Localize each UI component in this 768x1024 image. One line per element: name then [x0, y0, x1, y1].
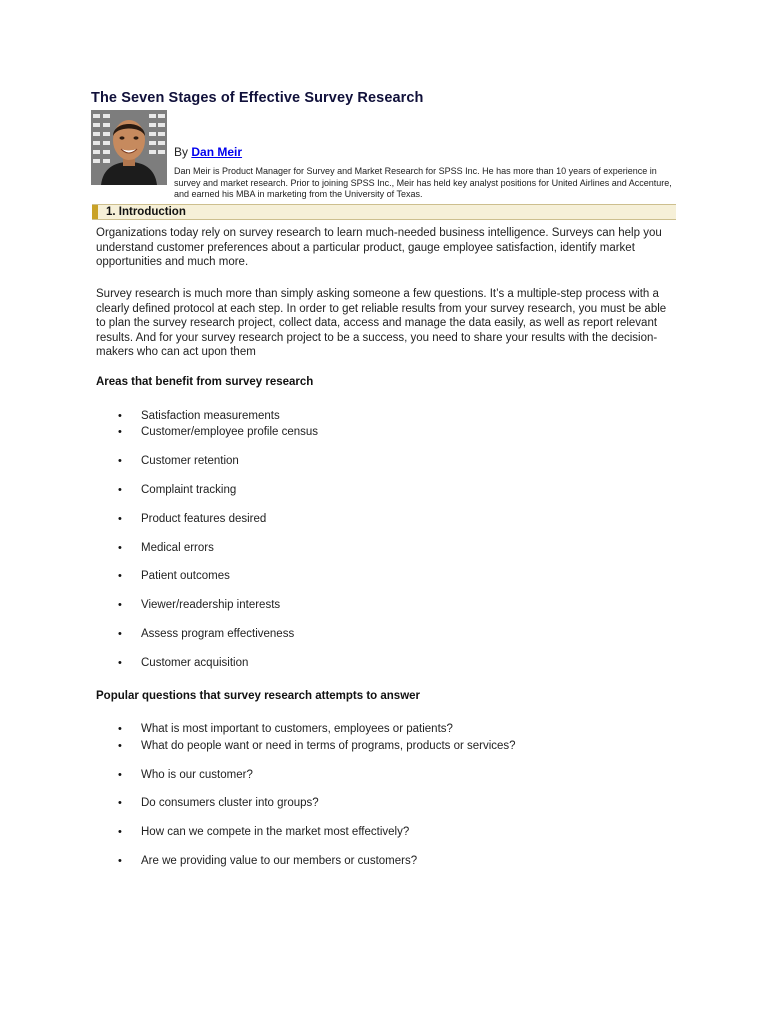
questions-heading: Popular questions that survey research attempts to answer	[96, 690, 421, 702]
list-item-text: Assess program effectiveness	[141, 628, 295, 640]
author-photo	[91, 110, 167, 185]
list-item-text: Viewer/readership interests	[141, 599, 281, 611]
author-bio: Dan Meir is Product Manager for Survey and Market Research for SPSS Inc. He has more than 10 years of experience in survey and market research. Prior to joining SPSS Inc., Meir has held key analyst positions for United Airlines and Accenture, and earned his MBA in marketing from the University of Texas.	[174, 166, 672, 199]
byline	[174, 145, 242, 159]
byline-label: By	[174, 145, 189, 159]
list-item-text: Who is our customer?	[141, 769, 253, 781]
list-item-text: Customer acquisition	[141, 657, 249, 669]
article-title: The Seven Stages of Effective Survey Research	[91, 90, 424, 106]
bullet-icon: •	[118, 455, 122, 467]
section-accent-marker	[92, 205, 98, 219]
section-header-introduction	[92, 204, 676, 220]
author-portrait-image	[91, 110, 167, 185]
list-item-text: Medical errors	[141, 542, 214, 554]
list-item-text: What do people want or need in terms of programs, products or services?	[141, 740, 516, 752]
bullet-icon: •	[118, 855, 122, 867]
bullet-icon: •	[118, 513, 122, 525]
bullet-icon: •	[118, 769, 122, 781]
bullet-icon: •	[118, 570, 122, 582]
bullet-icon: •	[118, 410, 122, 422]
list-item-text: How can we compete in the market most effectively?	[141, 826, 410, 838]
bullet-icon: •	[118, 599, 122, 611]
intro-paragraph-2: Survey research is much more than simply asking someone a few questions. It’s a multiple-step process with a clearly defined protocol at each step. In order to get reliable results from your survey research, you must be able to plan the survey research project, collect data, access and manage the data easily, as well as report relevant results. And for your survey research project to be a success, you need to share your results with the decision-makers who can act upon them	[96, 288, 667, 358]
list-item-text: Satisfaction measurements	[141, 410, 280, 422]
list-item-text: Patient outcomes	[141, 570, 230, 582]
bullet-icon: •	[118, 826, 122, 838]
bullet-icon: •	[118, 426, 122, 438]
list-item-text: Are we providing value to our members or customers?	[141, 855, 418, 867]
areas-heading: Areas that benefit from survey research	[96, 376, 314, 388]
intro-paragraph-1: Organizations today rely on survey research to learn much-needed business intelligence. Surveys can help you understand customer preferences about a particular product, gauge employee satisfaction, identify market opportunities and much more.	[96, 227, 662, 268]
list-item-text: Customer retention	[141, 455, 239, 467]
bullet-icon: •	[118, 484, 122, 496]
bullet-icon: •	[118, 797, 122, 809]
section-heading: 1. Introduction	[106, 206, 186, 218]
list-item-text: Complaint tracking	[141, 484, 237, 496]
bullet-icon: •	[118, 628, 122, 640]
bullet-icon: •	[118, 740, 122, 752]
list-item-text: Product features desired	[141, 513, 267, 525]
bullet-icon: •	[118, 657, 122, 669]
list-item-text: Do consumers cluster into groups?	[141, 797, 319, 809]
author-link[interactable]: Dan Meir	[191, 145, 243, 159]
list-item-text: What is most important to customers, employees or patients?	[141, 723, 453, 735]
bullet-icon: •	[118, 723, 122, 735]
bullet-icon: •	[118, 542, 122, 554]
list-item-text: Customer/employee profile census	[141, 426, 319, 438]
